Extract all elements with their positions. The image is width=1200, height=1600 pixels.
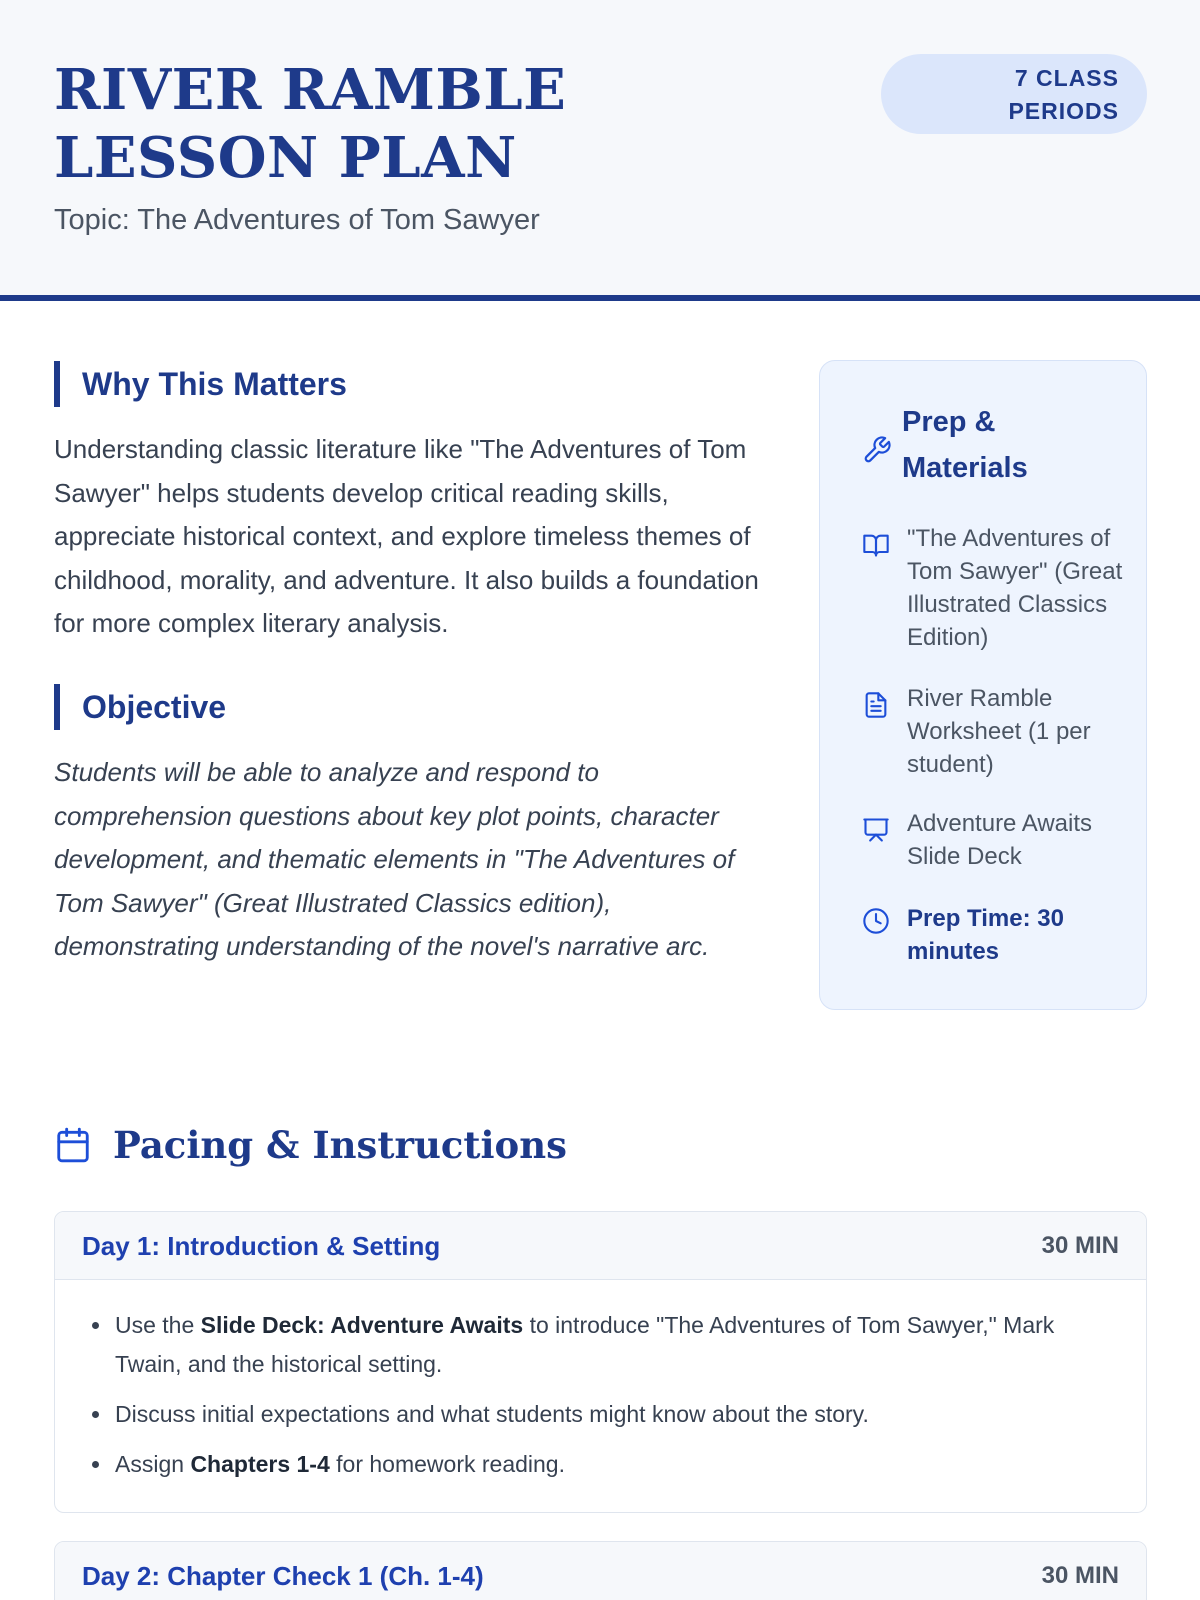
prep-title: Prep & Materials bbox=[902, 406, 1028, 484]
prep-item-worksheet: River Ramble Worksheet (1 per student) bbox=[907, 685, 1091, 778]
presentation-icon bbox=[862, 816, 890, 849]
clock-icon bbox=[862, 907, 890, 940]
objective-text: Students will be able to analyze and respond to comprehension questions about key plot points, character development, and thematic elements in "The Adventures of Tom Sawyer" (Great Illustrated Classics edition), demonstrating understanding of the novel's narrative arc. bbox=[54, 757, 735, 961]
objective-heading: Objective bbox=[54, 684, 226, 730]
prep-item-book: "The Adventures of Tom Sawyer" (Great Illustrated Classics Edition) bbox=[907, 525, 1123, 651]
list-item: Assign Chapters 1-4 for homework reading. bbox=[115, 1445, 1106, 1484]
pacing-title: Pacing & Instructions bbox=[113, 1123, 567, 1167]
day-card-2 bbox=[54, 1541, 1147, 1600]
prep-materials-card bbox=[819, 360, 1147, 1010]
class-periods-badge: 7 CLASS PERIODS bbox=[881, 54, 1147, 134]
why-heading: Why This Matters bbox=[54, 361, 347, 407]
page-title: RIVER RAMBLE LESSON PLAN bbox=[54, 57, 567, 191]
wrench-icon bbox=[862, 435, 892, 470]
day-header bbox=[55, 1542, 1146, 1600]
day-title: Day 2: Chapter Check 1 (Ch. 1-4) bbox=[82, 1561, 484, 1591]
day-card-1 bbox=[54, 1211, 1147, 1513]
list-item: Discuss initial expectations and what students might know about the story. bbox=[115, 1395, 1106, 1434]
document-icon bbox=[862, 691, 890, 724]
prep-time: Prep Time: 30 minutes bbox=[907, 905, 1064, 965]
day-duration: 30 MIN bbox=[1041, 1562, 1119, 1589]
list-item: Use the Slide Deck: Adventure Awaits to introduce "The Adventures of Tom Sawyer," Mark Twain, and the historical setting. bbox=[115, 1306, 1106, 1384]
why-text: Understanding classic literature like "The Adventures of Tom Sawyer" helps students develop critical reading skills, appreciate historical context, and explore timeless themes of childhood, morality, and adventure. It also builds a foundation for more complex literary analysis. bbox=[54, 434, 759, 638]
day-header bbox=[55, 1212, 1146, 1280]
day-duration: 30 MIN bbox=[1041, 1232, 1119, 1259]
prep-item-slides: Adventure Awaits Slide Deck bbox=[907, 810, 1093, 870]
day-instructions bbox=[55, 1280, 1146, 1484]
lesson-topic: Topic: The Adventures of Tom Sawyer bbox=[54, 204, 540, 236]
calendar-icon bbox=[54, 1126, 92, 1169]
day-title: Day 1: Introduction & Setting bbox=[82, 1231, 441, 1261]
lesson-header bbox=[0, 0, 1200, 301]
book-open-icon bbox=[862, 531, 890, 564]
